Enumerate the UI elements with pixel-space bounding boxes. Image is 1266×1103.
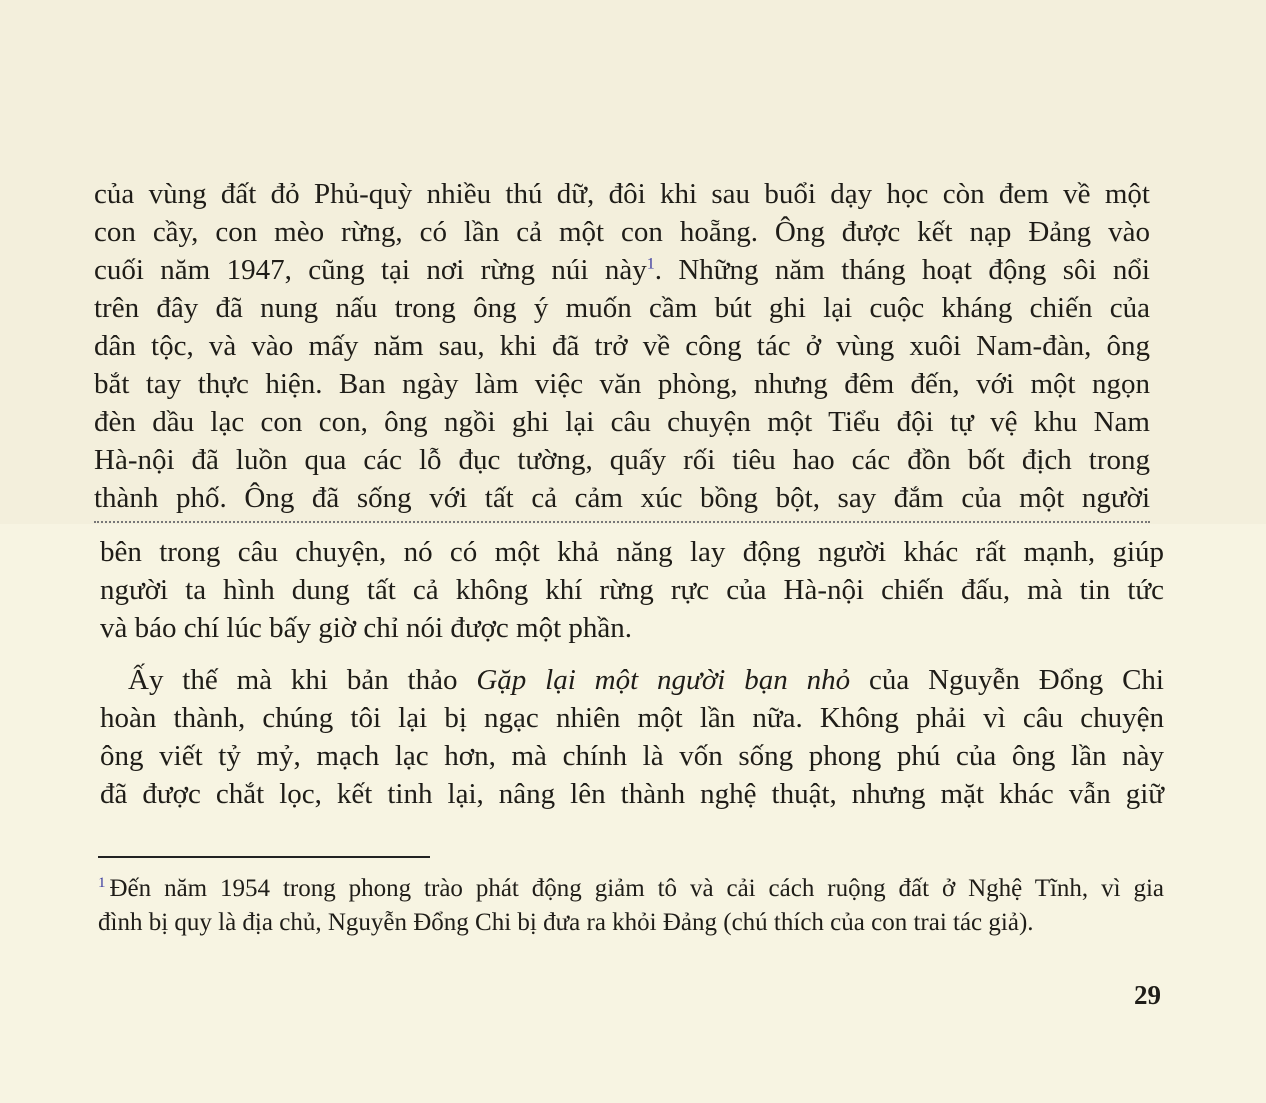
text-line: của vùng đất đỏ Phủ-quỳ nhiều thú dữ, đôi khi sau buổi dạy học còn đem về một [94,178,1150,210]
cropped-text-line [94,517,1150,525]
footnote-number: 1 [98,874,106,891]
text-span: Đến năm 1954 trong phong trào phát động giảm tô và cải cách ruộng đất ở Nghệ Tĩnh, vì gia [109,875,1164,902]
text-line: Hà-nội đã luồn qua các lỗ đục tường, quấy rối tiêu hao các đồn bốt địch trong [94,444,1150,476]
text-span: của Nguyễn Đổng Chi [850,664,1164,696]
text-line: người ta hình dung tất cả không khí rừng rực của Hà-nội chiến đấu, mà tin tức [100,574,1164,606]
text-line: và báo chí lúc bấy giờ chỉ nói được một phần. [100,612,633,644]
footnote-reference[interactable]: 1 [646,255,655,273]
text-line: bên trong câu chuyện, nó có một khả năng lay động người khác rất mạnh, giúp [100,536,1164,568]
text-line: ông viết tỷ mỷ, mạch lạc hơn, mà chính là vốn sống phong phú của ông lần này [100,740,1164,772]
footnote-line [98,872,1164,906]
page-number: 29 [1134,980,1161,1010]
text-line: đèn dầu lạc con con, ông ngồi ghi lại câu chuyện một Tiểu đội tự vệ khu Nam [94,406,1150,438]
text-line: dân tộc, và vào mấy năm sau, khi đã trở về công tác ở vùng xuôi Nam-đàn, ông [94,330,1150,362]
text-line: đã được chắt lọc, kết tinh lại, nâng lên thành nghệ thuật, nhưng mặt khác vẫn giữ [100,778,1164,810]
text-line: thành phố. Ông đã sống với tất cả cảm xúc bồng bột, say đắm của một người [94,482,1150,514]
lower-text [100,533,1164,813]
upper-paragraph [94,175,1150,517]
text-line: bắt tay thực hiện. Ban ngày làm việc văn phòng, nhưng đêm đến, với một ngọn [94,368,1150,400]
text-span: . Những năm tháng hoạt động sôi nổi [654,254,1150,286]
paragraph-two [100,661,1164,813]
text-line-with-footnote [94,251,1150,289]
footnote-line: đình bị quy là địa chủ, Nguyễn Đổng Chi bị đưa ra khỏi Đảng (chú thích của con trai tác giả). [98,909,1034,936]
text-line-with-title [100,661,1164,699]
text-span: cuối năm 1947, cũng tại nơi rừng núi này [94,254,647,286]
footnote-separator [98,856,430,858]
text-line: trên đây đã nung nấu trong ông ý muốn cầm bút ghi lại cuộc kháng chiến của [94,292,1150,324]
text-line: hoàn thành, chúng tôi lại bị ngạc nhiên một lần nữa. Không phải vì câu chuyện [100,702,1164,734]
text-span: Ấy thế mà khi bản thảo [128,664,477,696]
book-title: Gặp lại một người bạn nhỏ [476,664,851,696]
footnote [98,872,1164,940]
text-line: con cầy, con mèo rừng, có lần cả một con hoẵng. Ông được kết nạp Đảng vào [94,216,1150,248]
